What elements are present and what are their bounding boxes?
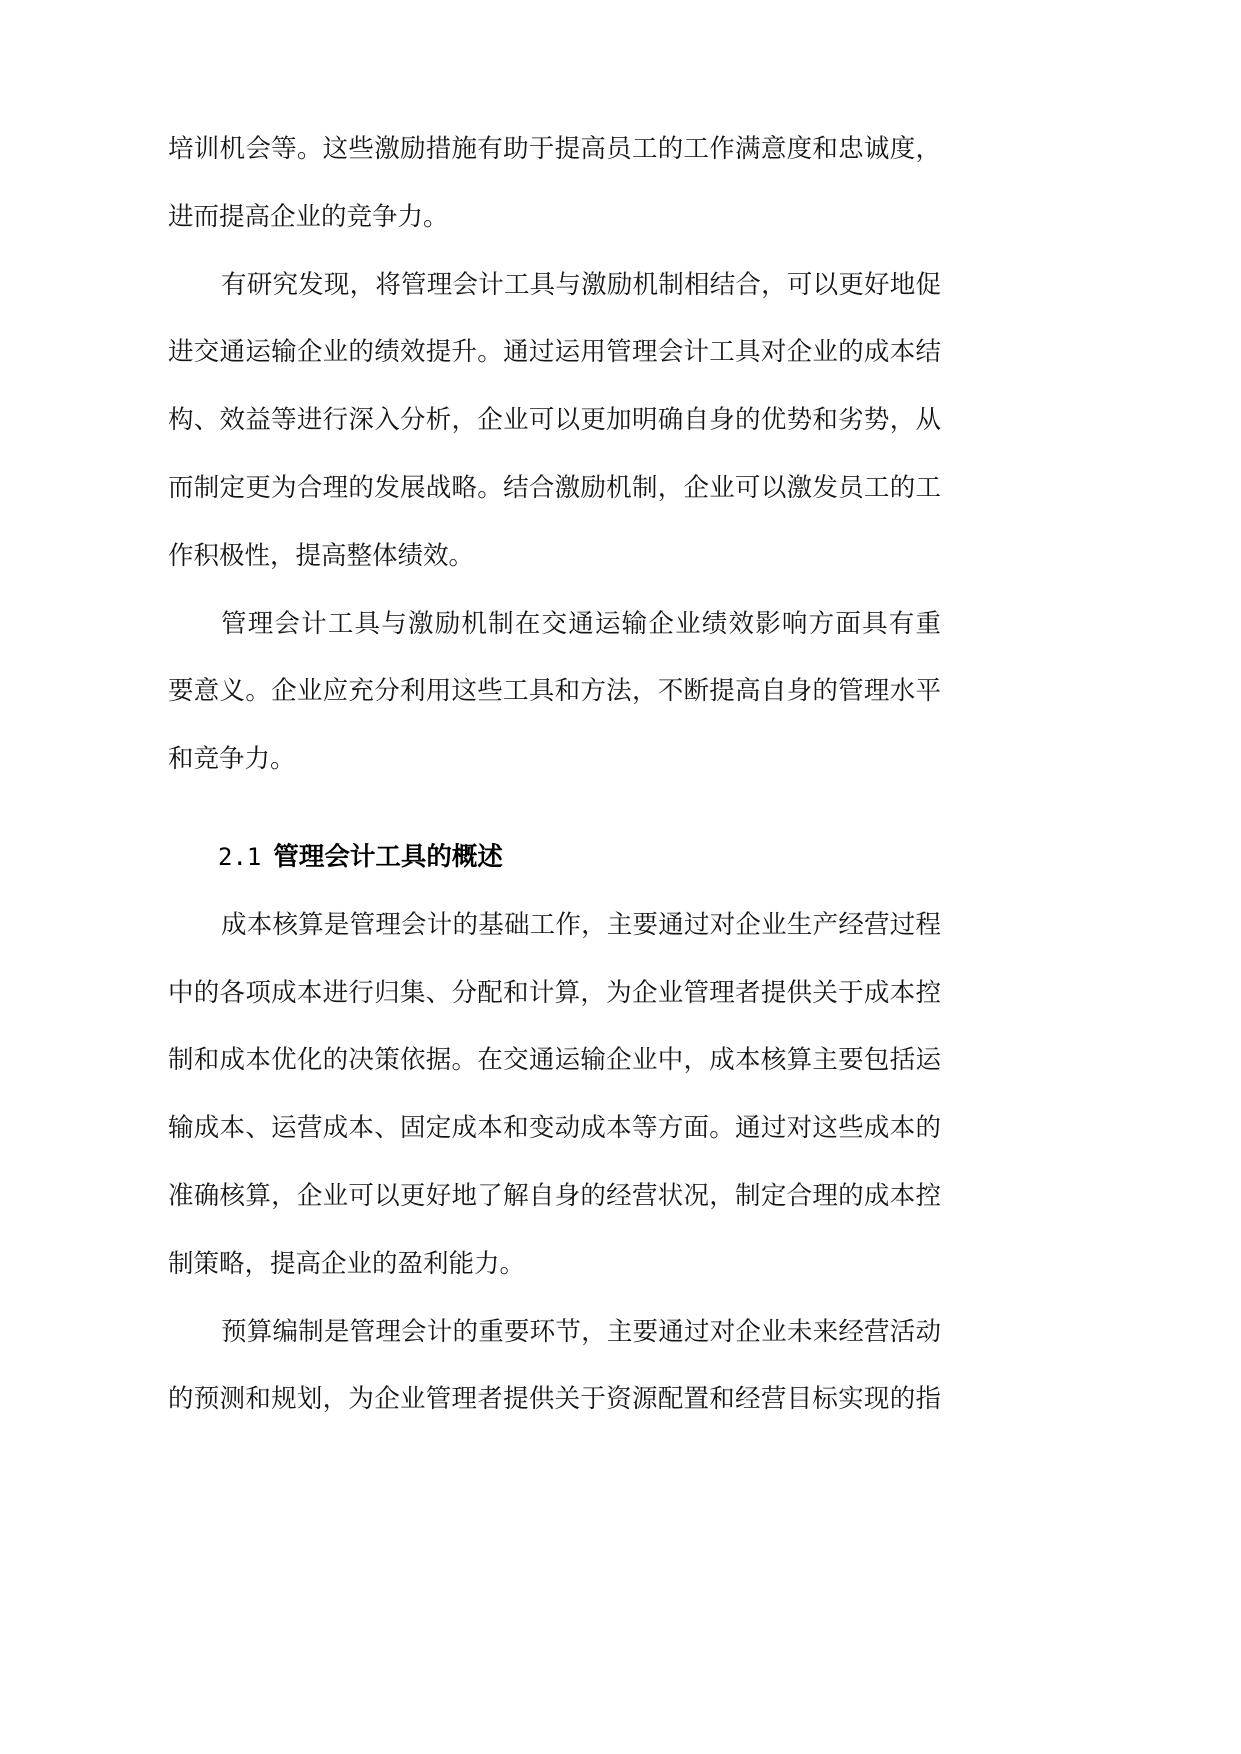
paragraph-line: 构、效益等进行深入分析，企业可以更加明确自身的优势和劣势，从 (168, 405, 941, 436)
paragraph-line: 预算编制是管理会计的重要环节，主要通过对企业未来经营活动 (221, 1316, 941, 1347)
paragraph-line: 作积极性，提高整体绩效。 (168, 540, 475, 571)
section-number: 2.1 (218, 842, 262, 871)
paragraph-line: 准确核算，企业可以更好地了解自身的经营状况，制定合理的成本控 (168, 1180, 941, 1211)
paragraph-line: 培训机会等。这些激励措施有助于提高员工的工作满意度和忠诚度， (168, 134, 941, 164)
document-body (168, 116, 941, 1434)
section-heading (168, 824, 941, 892)
paragraph-line: 制策略，提高企业的盈利能力。 (168, 1248, 526, 1279)
paragraph-line: 和竞争力。 (168, 744, 296, 775)
paragraph (168, 1299, 941, 1435)
paragraph-line: 中的各项成本进行归集、分配和计算，为企业管理者提供关于成本控 (168, 977, 941, 1008)
paragraph-line: 要意义。企业应充分利用这些工具和方法，不断提高自身的管理水平 (168, 676, 941, 707)
paragraph-line: 制和成本优化的决策依据。在交通运输企业中，成本核算主要包括运 (168, 1045, 941, 1076)
paragraph (168, 252, 941, 591)
paragraph (168, 591, 941, 794)
paragraph-line: 进而提高企业的竞争力。 (168, 201, 449, 232)
paragraph-line: 的预测和规划，为企业管理者提供关于资源配置和经营目标实现的指 (168, 1384, 941, 1415)
paragraph-line: 成本核算是管理会计的基础工作，主要通过对企业生产经营过程 (221, 909, 941, 940)
paragraph-line: 进交通运输企业的绩效提升。通过运用管理会计工具对企业的成本结 (168, 337, 941, 368)
paragraph-line: 有研究发现，将管理会计工具与激励机制相结合，可以更好地促 (221, 269, 941, 300)
paragraph-line: 而制定更为合理的发展战略。结合激励机制，企业可以激发员工的工 (168, 472, 941, 503)
section-title: 管理会计工具的概述 (273, 841, 503, 872)
paragraph (168, 892, 941, 1299)
paragraph-line: 管理会计工具与激励机制在交通运输企业绩效影响方面具有重 (221, 608, 941, 639)
paragraph-line: 输成本、运营成本、固定成本和变动成本等方面。通过对这些成本的 (168, 1113, 941, 1144)
paragraph (168, 116, 941, 252)
